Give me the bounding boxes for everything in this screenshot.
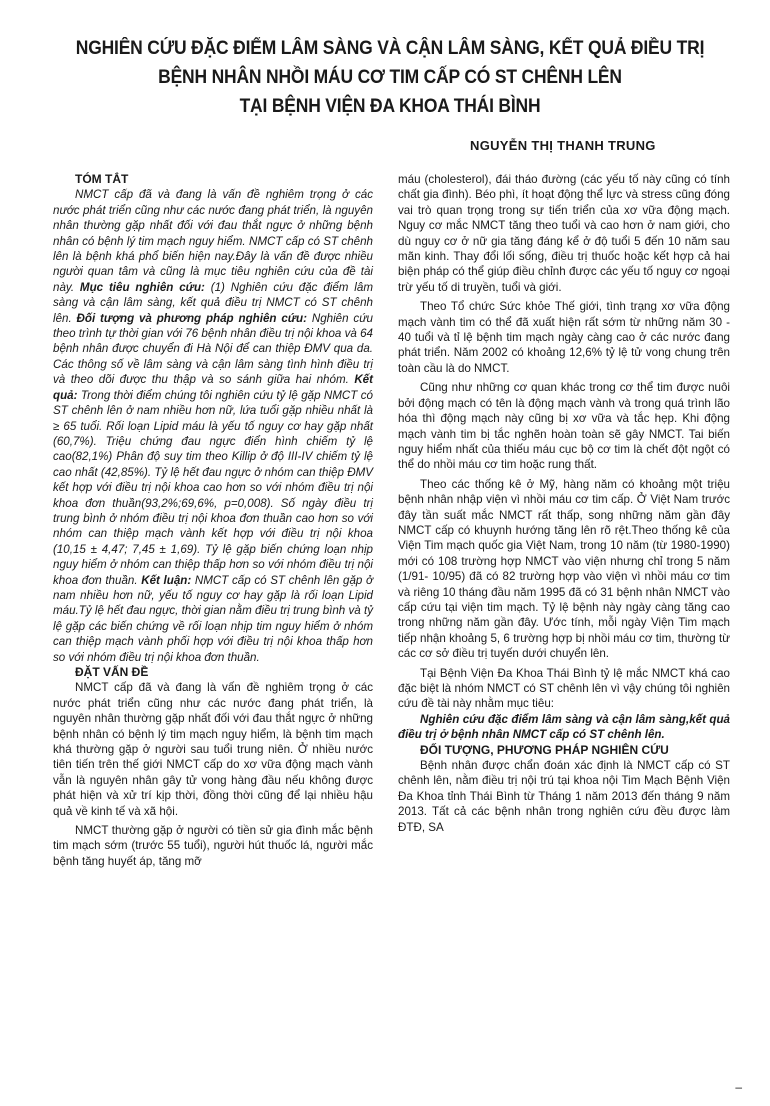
title-line-2: BỆNH NHÂN NHỒI MÁU CƠ TIM CẤP CÓ ST CHÊNH LÊN (158, 67, 622, 88)
summary-heading: TÓM TẮT (75, 172, 129, 186)
author-name: NGUYỄN THỊ THANH TRUNG (470, 138, 656, 153)
intro-paragraph-2: NMCT thường gặp ở người có tiền sử gia đình mắc bệnh tim mạch sớm (trước 55 tuổi), người hút thuốc lá, người mắc bệnh tăng huyết áp, tăng mỡ (53, 824, 373, 868)
summary-paragraph (53, 187, 373, 665)
right-paragraph-3: Cũng như những cơ quan khác trong cơ thể tim được nuôi bởi động mạch có tên là động mạch vành và trong quá trình lão hóa thì động mạch này cũng bị xơ vữa và tắc hẹp. Khi động mạch vành tim bị tắc nghẽn hoàn toàn sẽ gây NMCT. Tai biến nguy hiểm nhất của thiếu máu cục bộ cơ tim là chết đột ngột có thể do nhồi máu cơ tim hoặc rung thất. (398, 381, 730, 472)
method-heading: ĐỐI TƯỢNG, PHƯƠNG PHÁP NGHIÊN CỨU (420, 742, 669, 757)
title-line-3: TẠI BỆNH VIỆN ĐA KHOA THÁI BÌNH (239, 96, 541, 117)
paper-title (68, 34, 712, 121)
result-text: Trong thời điểm chúng tôi nghiên cứu tỷ lệ gặp NMCT có ST chênh lên ở nam nhiều hơn nữ, lứa tuổi gặp nhiều nhất là ≥ 65 tuổi. Rối loạn Lipid máu là yếu tố nguy cơ hay gặp nhất (60,7%). Triệu chứng đau ngực điển hình chiếm tỷ lệ cao(82,1%) Phân độ suy tim theo Killip ở độ III-IV chiếm tỷ lệ cao nhất (42,85%). Tỷ lệ hết đau ngực ở nhóm can thiệp ĐMV kết hợp với điều trị nội khoa cao hơn so với nhóm điều trị nội khoa đơn thuần(93,2%;69,6%, p=0,008). Số ngày điều trị trung bình ở nhóm điều trị nội khoa đơn thuần cao hơn so với nhóm can thiệp mạch vành kết hợp với điều trị nội khoa (10,15 ± 4,47; 7,45 ± 1,69). Tỷ lệ gặp biến chứng loạn nhịp nguy hiểm ở nhóm can thiệp thấp hơn so với nhóm điều trị nội khoa đơn thuần. (53, 388, 373, 587)
method-text: Nghiên cứu theo trình tự thời gian với 76 bệnh nhân điều trị nội khoa và 64 bệnh nhân được chuyển đi Hà Nội để can thiệp ĐMV qua da. Các thông số về lâm sàng và cận lâm sàng tình hình điều trị và theo dõi được thu thập và so sánh giữa hai nhóm. (53, 311, 374, 387)
left-column (53, 172, 373, 869)
study-objective: Nghiên cứu đặc điểm lâm sàng và cận lâm sàng,kết quả điều trị ở bệnh nhân NMCT cấp có ST chênh lên. (398, 712, 730, 742)
right-paragraph-6: Bệnh nhân được chẩn đoán xác định là NMCT cấp có ST chênh lên, nằm điều trị nội trú tại khoa nội Tim Mạch Bệnh Viện Đa Khoa tỉnh Thái Bình từ Tháng 1 năm 2013 đến tháng 9 năm 2013. Tất cả các bệnh nhân trong nghiên cứu đều được làm ĐTĐ, SA (398, 759, 730, 834)
right-paragraph-4: Theo các thống kê ở Mỹ, hàng năm có khoảng một triệu bệnh nhân nhập viện vì nhồi máu cơ tim cấp. Ở Việt Nam trước đây tần suất mắc NMCT rất thấp, song những năm gần đây NMCT cấp có khuynh hướng tăng lên rõ rệt.Theo thống kê của Viện Tim mạch quốc gia Việt Nam, trong 10 năm (từ 1980-1990) mới có 108 trường hợp NMCT vào viện nhưng chỉ trong 5 năm (1/91- 10/95) đã có 82 trường hợp vào viện vì nhồi máu cơ tim và riêng 10 tháng đầu năm 1995 đã có 31 bệnh nhân NMCT vào cấp cứu tại viện tim mạch. Tỷ lệ bệnh này ngày càng tăng cao trong những năm gần đây. Ước tính, mỗi ngày Viện Tim mạch tiếp nhận khoảng 5, 6 trường hợp bị nhồi máu cơ tim, thường từ các cơ sở điều trị tuyến dưới chuyển lên. (398, 477, 730, 661)
right-paragraph-1: máu (cholesterol), đái tháo đường (các yếu tố này cũng có tính chất gia đình). Béo phì, ít hoạt động thể lực và stress cũng đóng vai trò quan trọng trong sự tiến triển của xơ vữa động mạch. Nguy cơ mắc NMCT tăng theo tuổi và cao hơn ở nam giới, cho dù nguy cơ ở nữ gia tăng đáng kể ở độ tuổi 5 đến 10 năm sau mãn kinh. Thay đổi lối sống, điều trị thuốc hoặc kết hợp cả hai biện pháp có thể giúp điều chỉnh được các yếu tố nguy cơ ngoại trừ yếu tố di truyền, tuổi và giới. (398, 173, 730, 294)
objective-label: Mục tiêu nghiên cứu: (79, 280, 211, 294)
page-mark: – (735, 1080, 742, 1094)
right-column (398, 172, 730, 835)
intro-paragraph-1: NMCT cấp đã và đang là vấn đề nghiêm trọng ở các nước phát triển cũng như các nước đang phát triển, là nguyên nhân thường gặp nhất đối với đau thắt ngực ở những bệnh nhân có bệnh lý tim mạch nguy hiểm, là bệnh tim mạch khá thường gặp ở người sau tuổi trung niên. Ở nhiều nước tiên tiến trên thế giới NMCT cấp do xơ vữa động mạch vành vẫn là nguyên nhân gây tử vong hàng đầu nếu không được phát hiện và xử trí kịp thời, đồng thời cũng để lại nhiều hậu quả về kinh tế và xã hội. (53, 681, 373, 818)
right-paragraph-5: Tại Bệnh Viện Đa Khoa Thái Bình tỷ lệ mắc NMCT khá cao đặc biệt là nhóm NMCT có ST chênh lên vì vậy chúng tôi nghiên cứu đề tài này nhằm mục tiêu: (398, 666, 730, 711)
conclusion-text: NMCT cấp có ST chênh lên gặp ở nam nhiều hơn nữ, yếu tố nguy cơ hay gặp là rối loạn Lipid máu.Tỷ lệ hết đau ngực, thời gian nằm điều trị trung bình và tỷ lệ gặp các biến chứng về rối loạn nhịp tim nguy hiểm ở nhóm can thiệp mạch vành phối hợp với điều trị nội khoa thấp hơn so với nhóm điều trị nội khoa đơn thuần. (53, 573, 373, 664)
right-paragraph-2: Theo Tổ chức Sức khỏe Thế giới, tình trạng xơ vữa động mạch vành tim có thể đã xuất hiện rất sớm từ những năm 30 - 40 tuổi và tỉ lệ bệnh tim mạch ngày càng cao ở các nước đang phát triển. Năm 2002 có khoảng 12,6% tỷ lệ tử vong chung trên toàn cầu là do NMCT. (398, 300, 730, 375)
objective-text: (1) Nghiên cứu đặc điểm lâm sàng và cận lâm sàng, kết quả điều trị NMCT có ST chênh lên. (53, 280, 373, 325)
intro-heading: ĐẶT VẤN ĐỀ (75, 665, 149, 679)
method-label: Đối tượng và phương pháp nghiên cứu: (76, 311, 312, 325)
summary-intro: NMCT cấp đã và đang là vấn đề nghiêm trọng ở các nước phát triển cũng như các nước đang phát triển, là nguyên nhân thường gặp nhất đối với đau thắt ngực ở những bệnh nhân có bệnh lý tim mạch nguy hiểm. NMCT cấp có ST chênh lên là bệnh khá phổ biến hiện nay.Đây là vấn đề được nhiều người quan tâm và cũng là mục tiêu nghiên cứu của đề tài này. (53, 188, 373, 294)
title-line-1: NGHIÊN CỨU ĐẶC ĐIỂM LÂM SÀNG VÀ CẬN LÂM SÀNG, KẾT QUẢ ĐIỀU TRỊ (75, 38, 705, 59)
result-label: Kết quả: (53, 373, 373, 402)
conclusion-label: Kết luận: (141, 573, 195, 587)
